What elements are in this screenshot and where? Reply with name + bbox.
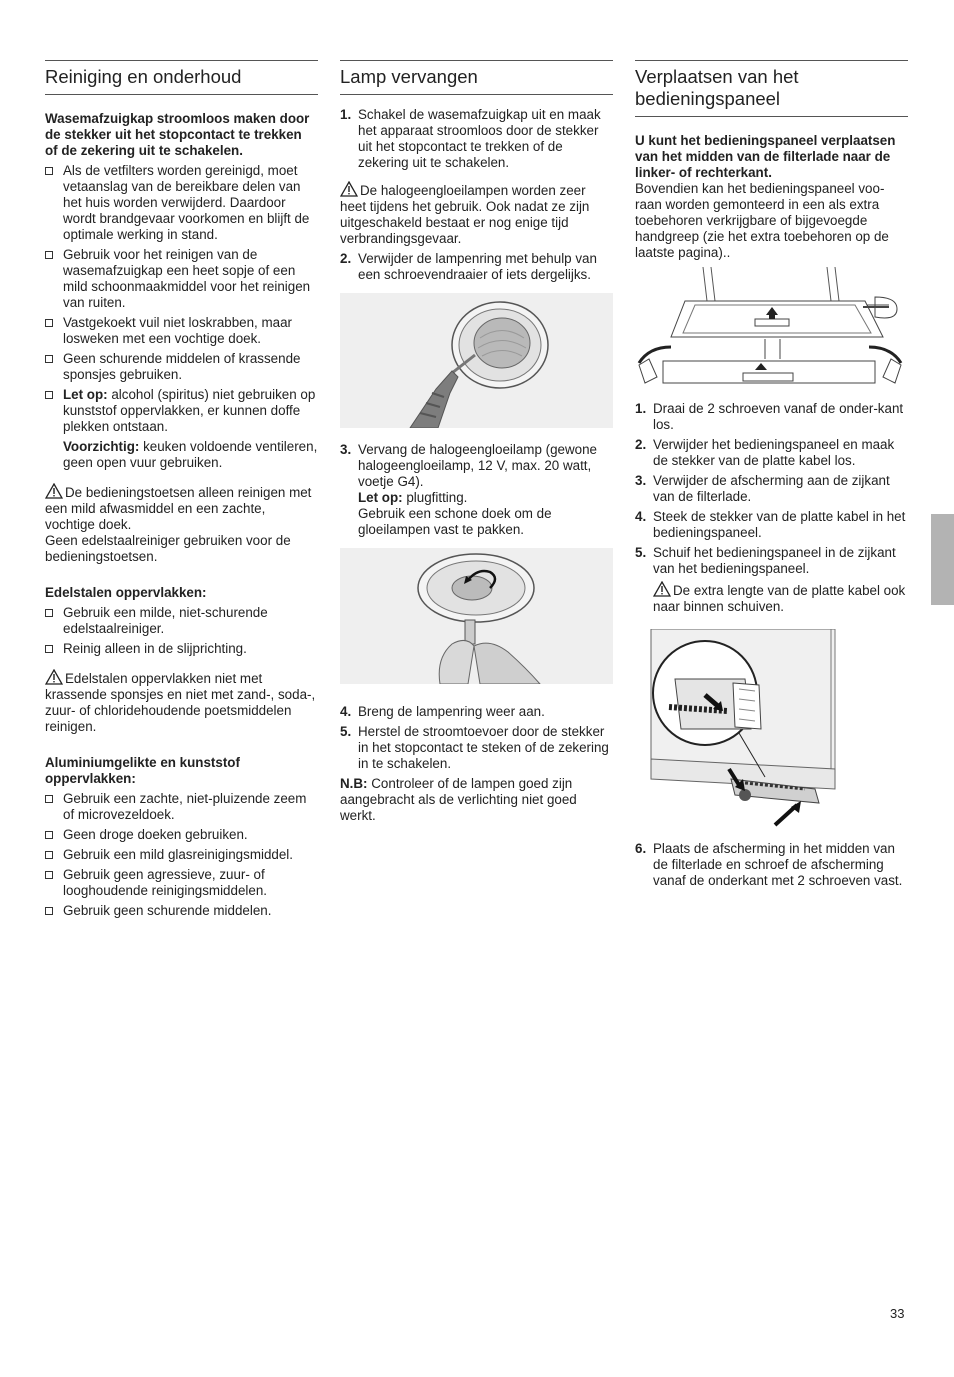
list-item: Gebruik een milde, niet-schurende edelstaalreiniger. [45, 605, 318, 637]
warning-triangle-icon [653, 581, 671, 597]
steel-bullets [45, 605, 318, 657]
section-title-control-panel: Verplaatsen van het bedieningspaneel [635, 60, 908, 117]
list-item: 3. Verwijder de afscherming aan de zijkant van de filterlade. [635, 473, 890, 504]
column-lamp [340, 60, 613, 824]
lamp-steps-3 [340, 442, 613, 538]
list-item: 1. Schakel de wasemafzuigkap uit en maak het apparaat stroomloos door de stekker uit het stopcontact te trekken of de zekering uit te schakelen. [340, 107, 601, 170]
page-number: 33 [890, 1306, 905, 1321]
list-item: 5. Herstel de stroomtoevoer door de stekker in het stopcontact te steken of de zekering in te schakelen. [340, 724, 609, 771]
list-item: Let op: alcohol (spiritus) niet gebruiken op kunststof oppervlakken, er kunnen doffe plekken ontstaan. Voorzichtig: keuken voldoende ventileren, geen open vuur gebruiken. [45, 387, 318, 471]
filter-drawer-panel-image [635, 267, 908, 391]
warning-triangle-icon [45, 669, 63, 685]
checkbox-bullet-icon [45, 831, 53, 839]
lamp-steps-4 [340, 704, 613, 772]
list-item: 4. Steek de stekker van de platte kabel in het bedieningspaneel. [635, 509, 906, 540]
warning-buttons: De bedieningstoetsen alleen reinigen met een mild afwasmiddel en een zachte, vochtige doek. Geen edelstaalreiniger gebruiken voor de bedieningstoetsen. [45, 485, 312, 564]
checkbox-bullet-icon [45, 795, 53, 803]
list-item: Gebruik geen agressieve, zuur- of looghoudende reinigingsmiddelen. [45, 867, 318, 899]
checkbox-bullet-icon [45, 907, 53, 915]
list-item: 3. Vervang de halogeengloeilamp (gewone halogeengloeilamp, 12 V, max. 20 watt, voetje G4). Let op: plugfitting. Gebruik een schone doek om de gloeilampen vast te pakken. [340, 442, 597, 537]
halogen-lamp-replacement-illustration [340, 548, 613, 684]
section-title-cleaning: Reiniging en onderhoud [45, 60, 318, 95]
steel-heading: Edelstalen oppervlakken: [45, 585, 207, 600]
list-item: Vastgekoekt vuil niet loskrabben, maar losweken met een vochtige doek. [45, 315, 318, 347]
lamp-steps-2 [340, 251, 613, 283]
warning-flat-cable: De extra lengte van de platte kabel ook naar binnen schuiven. [653, 583, 906, 614]
checkbox-bullet-icon [45, 251, 53, 259]
list-item: Gebruik een mild glasreinigingsmiddel. [45, 847, 318, 863]
list-item: Gebruik voor het reinigen van de wasemafzuigkap een heet sopje of een mild schoonmaakmiddel voor het reinigen van ruiten. [45, 247, 318, 311]
caution-note: Voorzichtig: keuken voldoende ventileren, geen open vuur gebruiken. [63, 439, 318, 470]
filter-drawer-illustration [635, 267, 908, 391]
list-item: 1. Draai de 2 schroeven vanaf de onder-kant los. [635, 401, 904, 432]
panel-intro-bold: U kunt het bedieningspaneel verplaatsen van het midden van de filterlade naar de linker- of rechterkant. [635, 133, 896, 180]
checkbox-bullet-icon [45, 645, 53, 653]
list-item: 2. Verwijder de lampenring met behulp van een schroevendraaier of iets dergelijks. [340, 251, 597, 282]
halogen-lamp-hand-image [340, 548, 613, 684]
checkbox-bullet-icon [45, 851, 53, 859]
list-item: 2. Verwijder het bedieningspaneel en maak de stekker van de platte kabel los. [635, 437, 895, 468]
panel-insertion-illustration [635, 629, 908, 837]
checkbox-bullet-icon [45, 355, 53, 363]
checkbox-bullet-icon [45, 871, 53, 879]
column-cleaning [45, 60, 318, 919]
list-item: 4. Breng de lampenring weer aan. [340, 704, 545, 719]
warning-triangle-icon [340, 181, 358, 197]
panel-insertion-detail-image [635, 629, 908, 837]
column-control-panel [635, 60, 908, 889]
lamp-ring-removal-illustration [340, 293, 613, 428]
alu-bullets [45, 791, 318, 919]
warning-steel: Edelstalen oppervlakken niet met krassende sponsjes en niet met zand-, soda-, zuur- of chloridehoudende poetsmiddelen reinigen. [45, 671, 316, 734]
list-item: Geen schurende middelen of krassende sponsjes gebruiken. [45, 351, 318, 383]
alu-heading: Aluminiumgelikte en kunststof oppervlakken: [45, 755, 240, 786]
lamp-steps-1 [340, 107, 613, 171]
nb-note: N.B: Controleer of de lampen goed zijn aangebracht als de verlichting niet goed werkt. [340, 776, 577, 823]
warning-triangle-icon [45, 483, 63, 499]
cleaning-intro: Wasemafzuigkap stroomloos maken door de stekker uit het stopcontact te trekken of de zekering uit te schakelen. [45, 111, 310, 158]
checkbox-bullet-icon [45, 609, 53, 617]
panel-steps-6 [635, 841, 908, 889]
list-item: Als de vetfilters worden gereinigd, moet vetaanslag van de bereikbare delen van het huis worden verwijderd. Daardoor wordt brandgevaar voorkomen en blijft de optimale werking in stand. [45, 163, 318, 243]
cleaning-bullets [45, 163, 318, 471]
panel-intro: Bovendien kan het bedieningspaneel voo-raan worden gemonteerd in een als extra toebehoren verkrijgbare of bijgevoegde handgreep (zie het extra toebehoren op de laatste pagina).. [635, 181, 889, 260]
checkbox-bullet-icon [45, 167, 53, 175]
list-item: Gebruik een zachte, niet-pluizende zeem of microvezeldoek. [45, 791, 318, 823]
list-item: 6. Plaats de afscherming in het midden van de filterlade en schroef de afscherming vanaf de onderkant met 2 schroeven vast. [635, 841, 903, 888]
list-item: 5. Schuif het bedieningspaneel in de zijkant van het bedieningspaneel. De extra lengte van de platte kabel ook naar binnen schuiven. [635, 545, 908, 615]
section-title-lamp: Lamp vervangen [340, 60, 613, 95]
panel-steps [635, 401, 908, 615]
checkbox-bullet-icon [45, 391, 53, 399]
section-side-tab [931, 514, 954, 605]
list-item: Reinig alleen in de slijprichting. [45, 641, 318, 657]
checkbox-bullet-icon [45, 319, 53, 327]
list-item: Gebruik geen schurende middelen. [45, 903, 318, 919]
lamp-ring-screwdriver-image [340, 293, 613, 428]
list-item: Geen droge doeken gebruiken. [45, 827, 318, 843]
warning-hot-lamps: De halogeengloeilampen worden zeer heet tijdens het gebruik. Ook nadat ze zijn uitgeschakeld bestaat er nog enige tijd verbrandingsgevaar. [340, 183, 590, 246]
